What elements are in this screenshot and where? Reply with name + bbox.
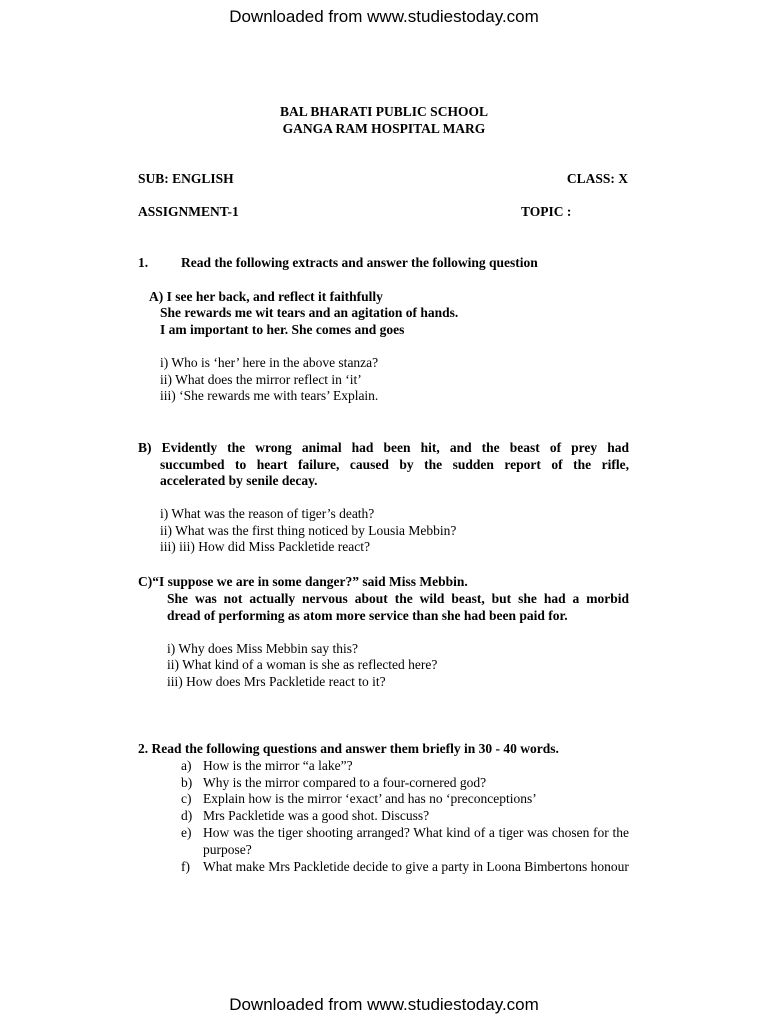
watermark-top: Downloaded from www.studiestoday.com — [229, 7, 539, 26]
class-label: CLASS: X — [566, 171, 628, 186]
extract-c-question: i) Why does Miss Mebbin say this? — [167, 641, 358, 656]
extract-c-line: dread of performing as atom more service than she had been paid for. — [167, 608, 568, 623]
extract-a-question: iii) ‘She rewards me with tears’ Explain. — [160, 388, 379, 403]
extract-b-line: succumbed to heart failure, caused by the sudden report of the rifle, — [160, 457, 629, 472]
extract-b-question: ii) What was the first thing noticed by Lousia Mebbin? — [160, 523, 457, 538]
q2-heading: 2. Read the following questions and answer them briefly in 30 - 40 words. — [138, 741, 559, 756]
q2-item-text: Why is the mirror compared to a four-cornered god? — [203, 775, 487, 790]
q2-item — [181, 825, 629, 858]
q2-item — [181, 758, 353, 775]
q2-item — [181, 791, 537, 808]
q1-instruction: Read the following extracts and answer the following question — [181, 255, 538, 270]
q1-number: 1. — [138, 255, 149, 270]
q2-item — [181, 775, 486, 792]
q2-item-mark: f) — [181, 859, 190, 874]
q2-item-text: What make Mrs Packletide decide to give a party in Loona Bimbertons honour — [203, 859, 629, 874]
watermark-bottom: Downloaded from www.studiestoday.com — [229, 995, 539, 1014]
extract-c-line: C)“I suppose we are in some danger?” said Miss Mebbin. — [138, 574, 468, 589]
extract-c-question: iii) How does Mrs Packletide react to it? — [167, 674, 386, 689]
q2-item-mark: c) — [181, 791, 192, 806]
extract-b-question: iii) iii) How did Miss Packletide react? — [160, 539, 370, 554]
extract-b-question: i) What was the reason of tiger’s death? — [160, 506, 375, 521]
extract-b-line: accelerated by senile decay. — [160, 473, 318, 488]
extract-a-line: She rewards me wit tears and an agitation of hands. — [160, 305, 459, 320]
school-address: GANGA RAM HOSPITAL MARG — [282, 121, 486, 136]
extract-b-line: B) Evidently the wrong animal had been hit, and the beast of prey had — [138, 440, 629, 455]
q2-item-text: Mrs Packletide was a good shot. Discuss? — [203, 808, 430, 823]
extract-c-question: ii) What kind of a woman is she as reflected here? — [167, 657, 438, 672]
q2-item-mark: b) — [181, 775, 193, 790]
q2-item-text: How is the mirror “a lake”? — [203, 758, 353, 773]
extract-c-line: She was not actually nervous about the wild beast, but she had a morbid — [167, 591, 629, 606]
topic-label: TOPIC : — [521, 204, 572, 219]
school-name: BAL BHARATI PUBLIC SCHOOL — [280, 104, 488, 119]
q2-item-mark: e) — [181, 825, 192, 840]
q2-item-mark: a) — [181, 758, 192, 773]
extract-a-line: A) I see her back, and reflect it faithfully — [149, 289, 383, 304]
q2-item-text: How was the tiger shooting arranged? What kind of a tiger was chosen for the purpose? — [203, 825, 629, 857]
q2-item — [181, 859, 629, 876]
extract-a-question: i) Who is ‘her’ here in the above stanza? — [160, 355, 379, 370]
extract-a-line: I am important to her. She comes and goes — [160, 322, 405, 337]
q2-item-mark: d) — [181, 808, 193, 823]
extract-a-question: ii) What does the mirror reflect in ‘it’ — [160, 372, 362, 387]
subject-label: SUB: ENGLISH — [138, 171, 234, 186]
q2-item — [181, 808, 429, 825]
assignment-label: ASSIGNMENT-1 — [138, 204, 239, 219]
q2-item-text: Explain how is the mirror ‘exact’ and has no ‘preconceptions’ — [203, 791, 537, 806]
